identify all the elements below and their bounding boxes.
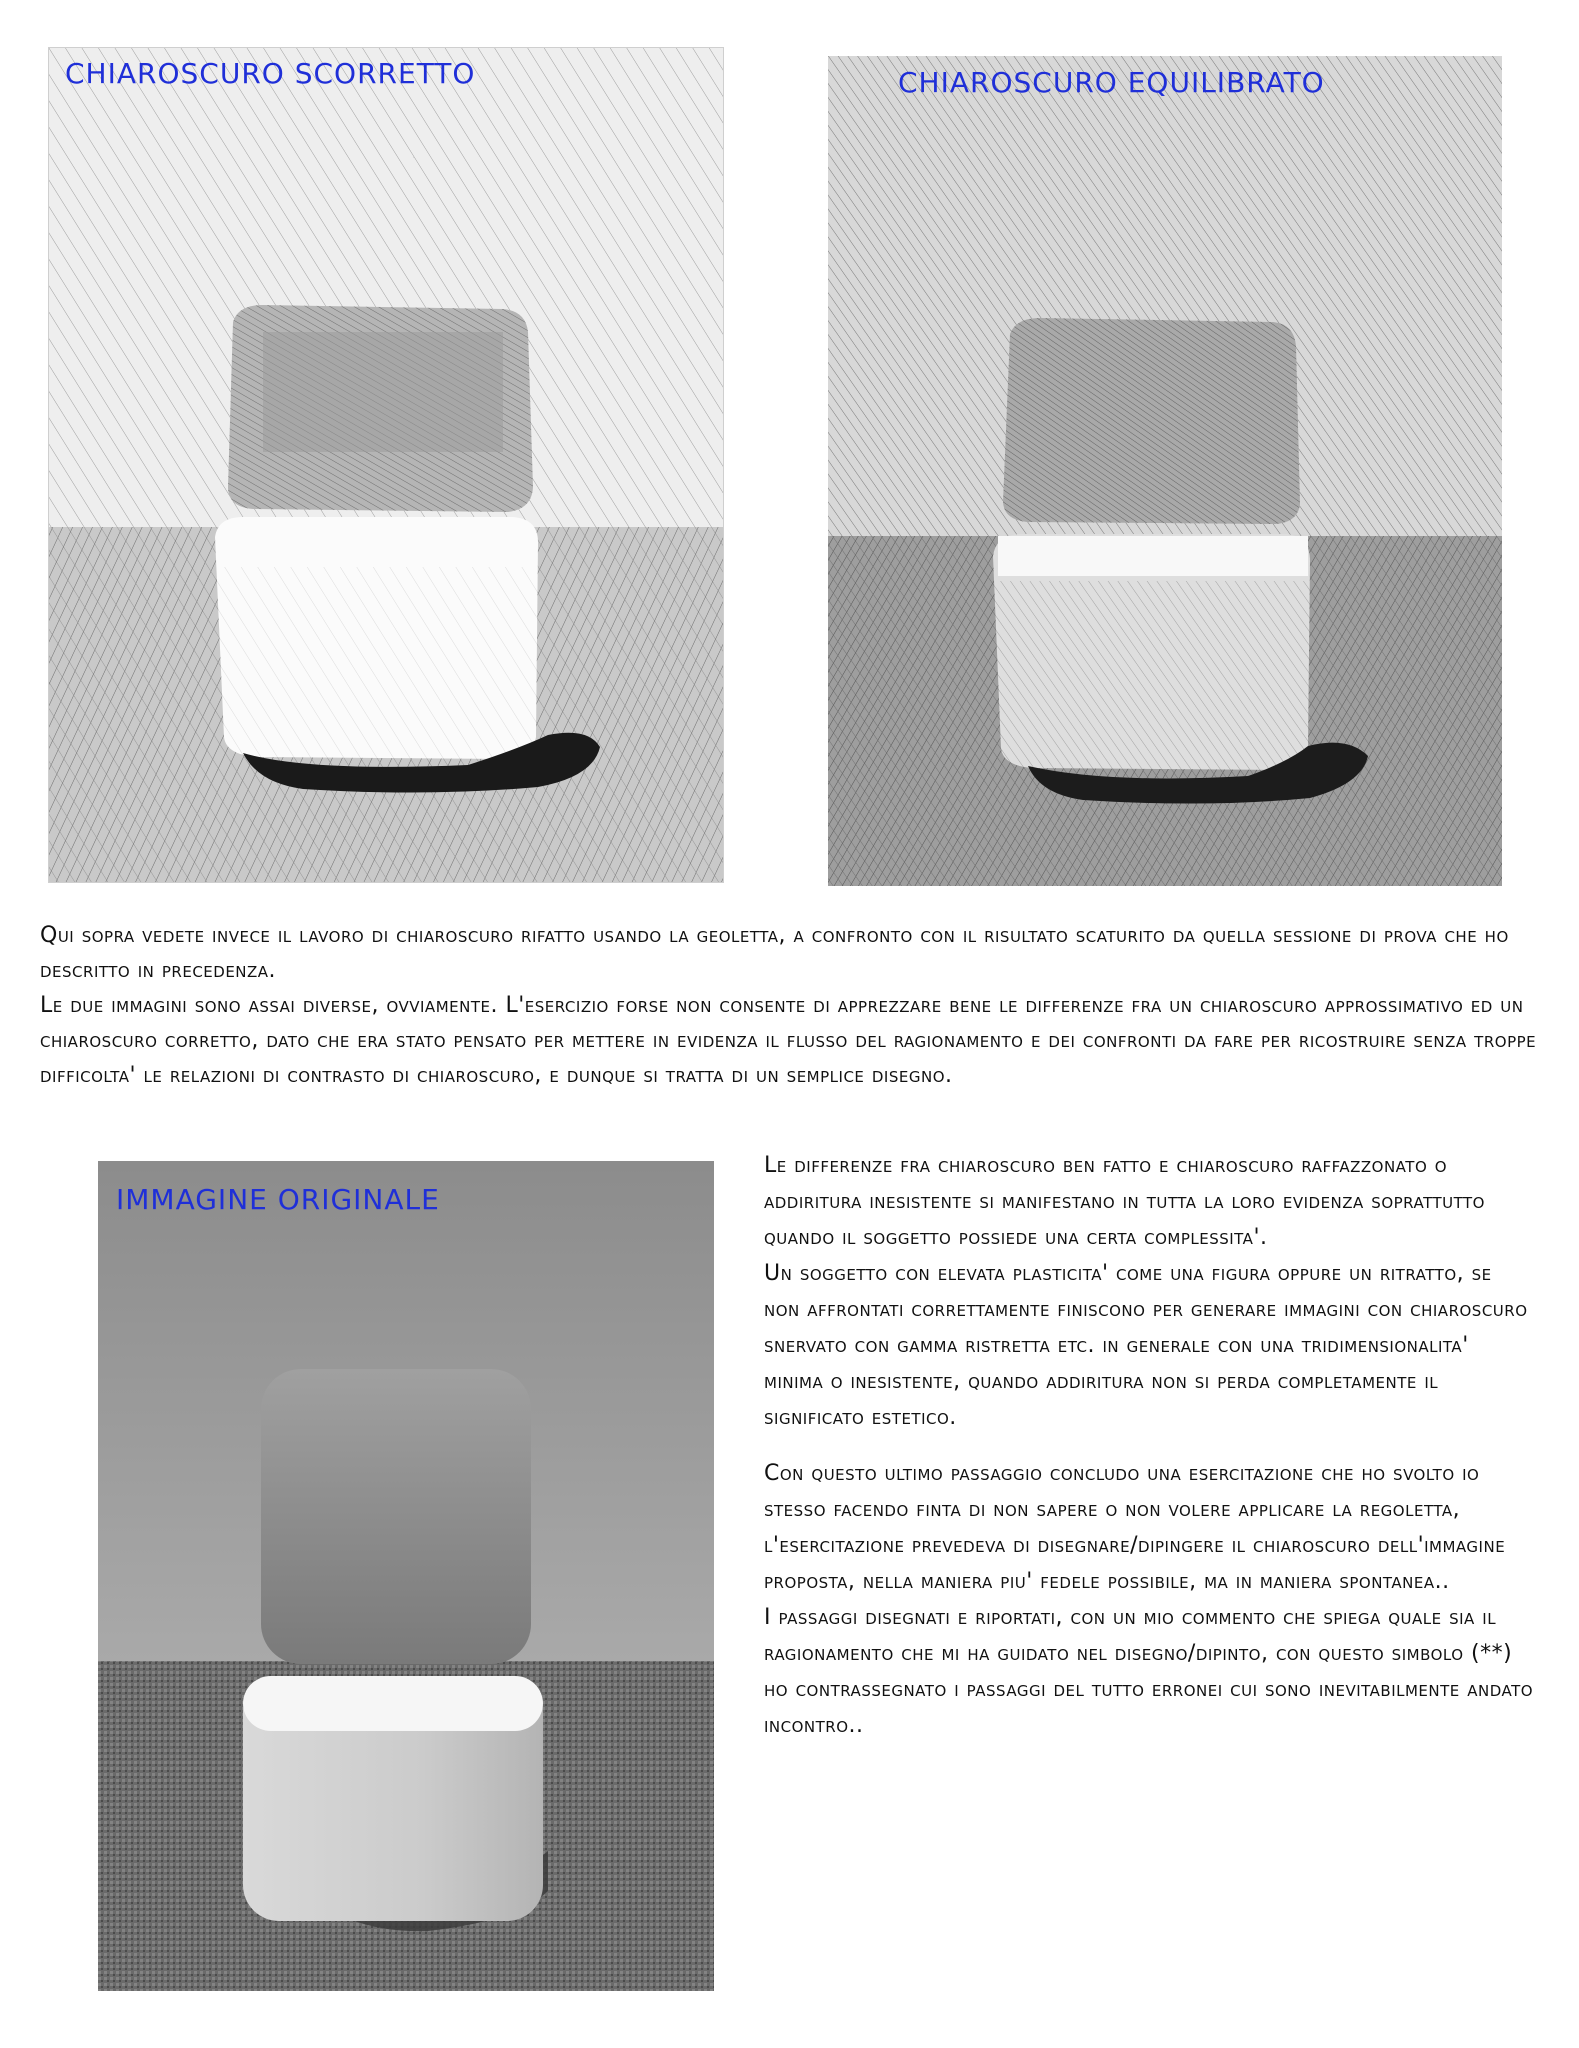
intro-line-1: Qui sopra vedete invece il lavoro di chiaroscuro rifatto usando la geoletta, a confronto con il risultato scaturito da quella sessione di prova che ho descritto in precedenza. — [40, 923, 1509, 983]
caption-incorrect: CHIAROSCURO SCORRETTO — [65, 57, 476, 90]
right-para-3: Con questo ultimo passaggio concludo una esercitazione che ho svolto io stesso facendo finta di non sapere o non volere applicare la regoletta, l'esercitazione prevedeva di disegnare/dipingere il chiaroscuro dell'immagine proposta, nella maniera piu' fedele possibile, ma in maniera spontanea.. — [764, 1461, 1506, 1594]
original-image-panel — [98, 1161, 714, 1991]
caption-original: IMMAGINE ORIGINALE — [116, 1183, 440, 1216]
intro-line-2: Le due immagini sono assai diverse, ovviamente. L'esercizio forse non consente di apprezzare bene le differenze fra un chiaroscuro approssimativo ed un chiaroscuro corretto, dato che era stato pensato per mettere in evidenza il flusso del ragionamento e dei confronti da fare per ricostruire senza troppe difficolta' le relazioni di contrasto di chiaroscuro, e dunque si tratta di un semplice disegno. — [40, 993, 1537, 1088]
right-column-text — [764, 1148, 1534, 1744]
caption-balanced: CHIAROSCURO EQUILIBRATO — [898, 66, 1325, 99]
right-para-1: Le differenze fra chiaroscuro ben fatto e chiaroscuro raffazzonato o addiritura inesistente si manifestano in tutta la loro evidenza soprattutto quando il soggetto possiede una certa complessita'. — [764, 1153, 1485, 1250]
sketch-incorrect-panel — [48, 47, 724, 883]
sketch-balanced-drawing — [828, 56, 1502, 886]
sketch-balanced-panel — [828, 56, 1502, 886]
intro-text — [40, 918, 1540, 1093]
right-para-2: Un soggetto con elevata plasticita' come una figura oppure un ritratto, se non affrontati correttamente finiscono per generare immagini con chiaroscuro snervato con gamma ristretta etc. in generale con una tridimensionalita' minima o inesistente, quando addiritura non si perda completamente il significato estetico. — [764, 1261, 1528, 1430]
right-para-4: I passaggi disegnati e riportati, con un mio commento che spiega quale sia il ragionamento che mi ha guidato nel disegno/dipinto, con questo simbolo (**) ho contrassegnato i passaggi del tutto erronei cui sono inevitabilmente andato incontro.. — [764, 1605, 1534, 1738]
sketch-incorrect-drawing — [48, 47, 724, 883]
original-image-render — [98, 1161, 714, 1991]
